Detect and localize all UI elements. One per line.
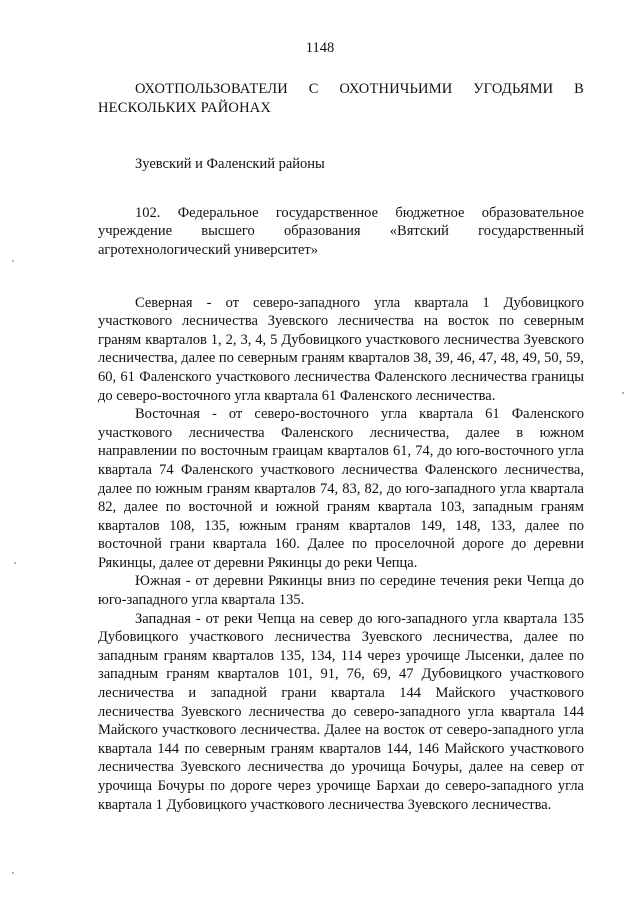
organization-line-1 (98, 204, 584, 223)
district-title: Зуевский и Фаленский районы (135, 156, 325, 173)
page-number: 1148 (305, 40, 335, 56)
heading-line-2: НЕСКОЛЬКИХ РАЙОНАХ (98, 99, 272, 116)
organization-word: Федеральное (177, 204, 259, 221)
organization-word: учреждение (98, 223, 173, 240)
boundary-north: Северная - от северо-западного угла квартала 1 Дубовицкого участкового лесничества Зуевского лесничества на восток по северным граням кварталов 1, 2, 3, 4, 5 Дубовицкого участкового лесничества Зуевского лесничества, далее по северным граням кварталов 38, 39, 46, 47, 48, 49, 50, 59, 60, 61 Фаленского участкового лесничества Фаленского лесничества границы до северо-восточного угла квартала 61 Фаленского лесничества. (98, 294, 584, 404)
organization-word: бюджетное (395, 204, 465, 221)
scan-speck (12, 872, 14, 874)
heading-word: ОХОТПОЛЬЗОВАТЕЛИ (135, 81, 288, 97)
heading-word: С (308, 81, 319, 97)
scan-speck (12, 260, 14, 262)
organization-line-2 (98, 222, 584, 241)
organization-word: образовательное (481, 204, 584, 221)
heading-word: ОХОТНИЧЬИМИ (339, 81, 453, 97)
scan-speck (622, 392, 624, 394)
heading-word: УГОДЬЯМИ (473, 81, 554, 97)
document-body (98, 80, 584, 814)
organization-word: образования (284, 223, 361, 240)
heading-line-1 (98, 80, 584, 99)
boundary-west: Западная - от реки Чепца на север до юго-западного угла квартала 135 Дубовицкого участкового лесничества Зуевского лесничества, далее по западным граням кварталов 135, 134, 114 через урочище Лысенки, далее по западным граням кварталов 101, 91, 76, 69, 47 Дубовицкого участкового лесничества и западной грани квартала 144 Майского участкового лесничества Зуевского лесничества до северо-западного угла квартала 144 Майского участкового лесничества. Далее на восток от северо-западного угла квартала 144 по северным граням кварталов 144, 146 Майского участкового лесничества Зуевского лесничества до урочища Бочуры, далее на север от урочища Бочуры по дороге через урочище Бархаи до северо-западного угла квартала 1 Дубовицкого участкового лесничества Зуевского лесничества. (98, 610, 584, 813)
organization-word: «Вятский (389, 223, 449, 240)
scan-speck (14, 562, 16, 564)
organization-word: государственный (478, 223, 584, 240)
boundary-east: Восточная - от северо-восточного угла квартала 61 Фаленского участкового лесничества Фаленского лесничества, далее в южном направлении по восточным граицам кварталов 61, 74, до юго-восточного угла квартала 74 Фаленского участкового лесничества Фаленского лесничества, далее по южным граням кварталов 74, 83, 82, до юго-западного угла квартала 82, далее по восточной и южной граням квартала 103, западным граням кварталов 108, 135, южным граням кварталов 149, 148, 133, далее по восточной грани квартала 160. Далее по проселочной дороге до деревни Рякинцы, далее от деревни Рякинцы до реки Чепца. (98, 406, 584, 571)
organization-entry (98, 204, 584, 260)
heading-word: В (574, 81, 584, 97)
organization-word: государственное (275, 204, 379, 221)
organization-word: 102. (135, 204, 161, 221)
boundary-south: Южная - от деревни Рякинцы вниз по середине течения реки Чепца до юго-западного угла квартала 135. (98, 573, 584, 609)
organization-word: высшего (201, 223, 255, 240)
organization-line-3: агротехнологический университет» (98, 241, 319, 258)
section-heading (98, 80, 584, 117)
